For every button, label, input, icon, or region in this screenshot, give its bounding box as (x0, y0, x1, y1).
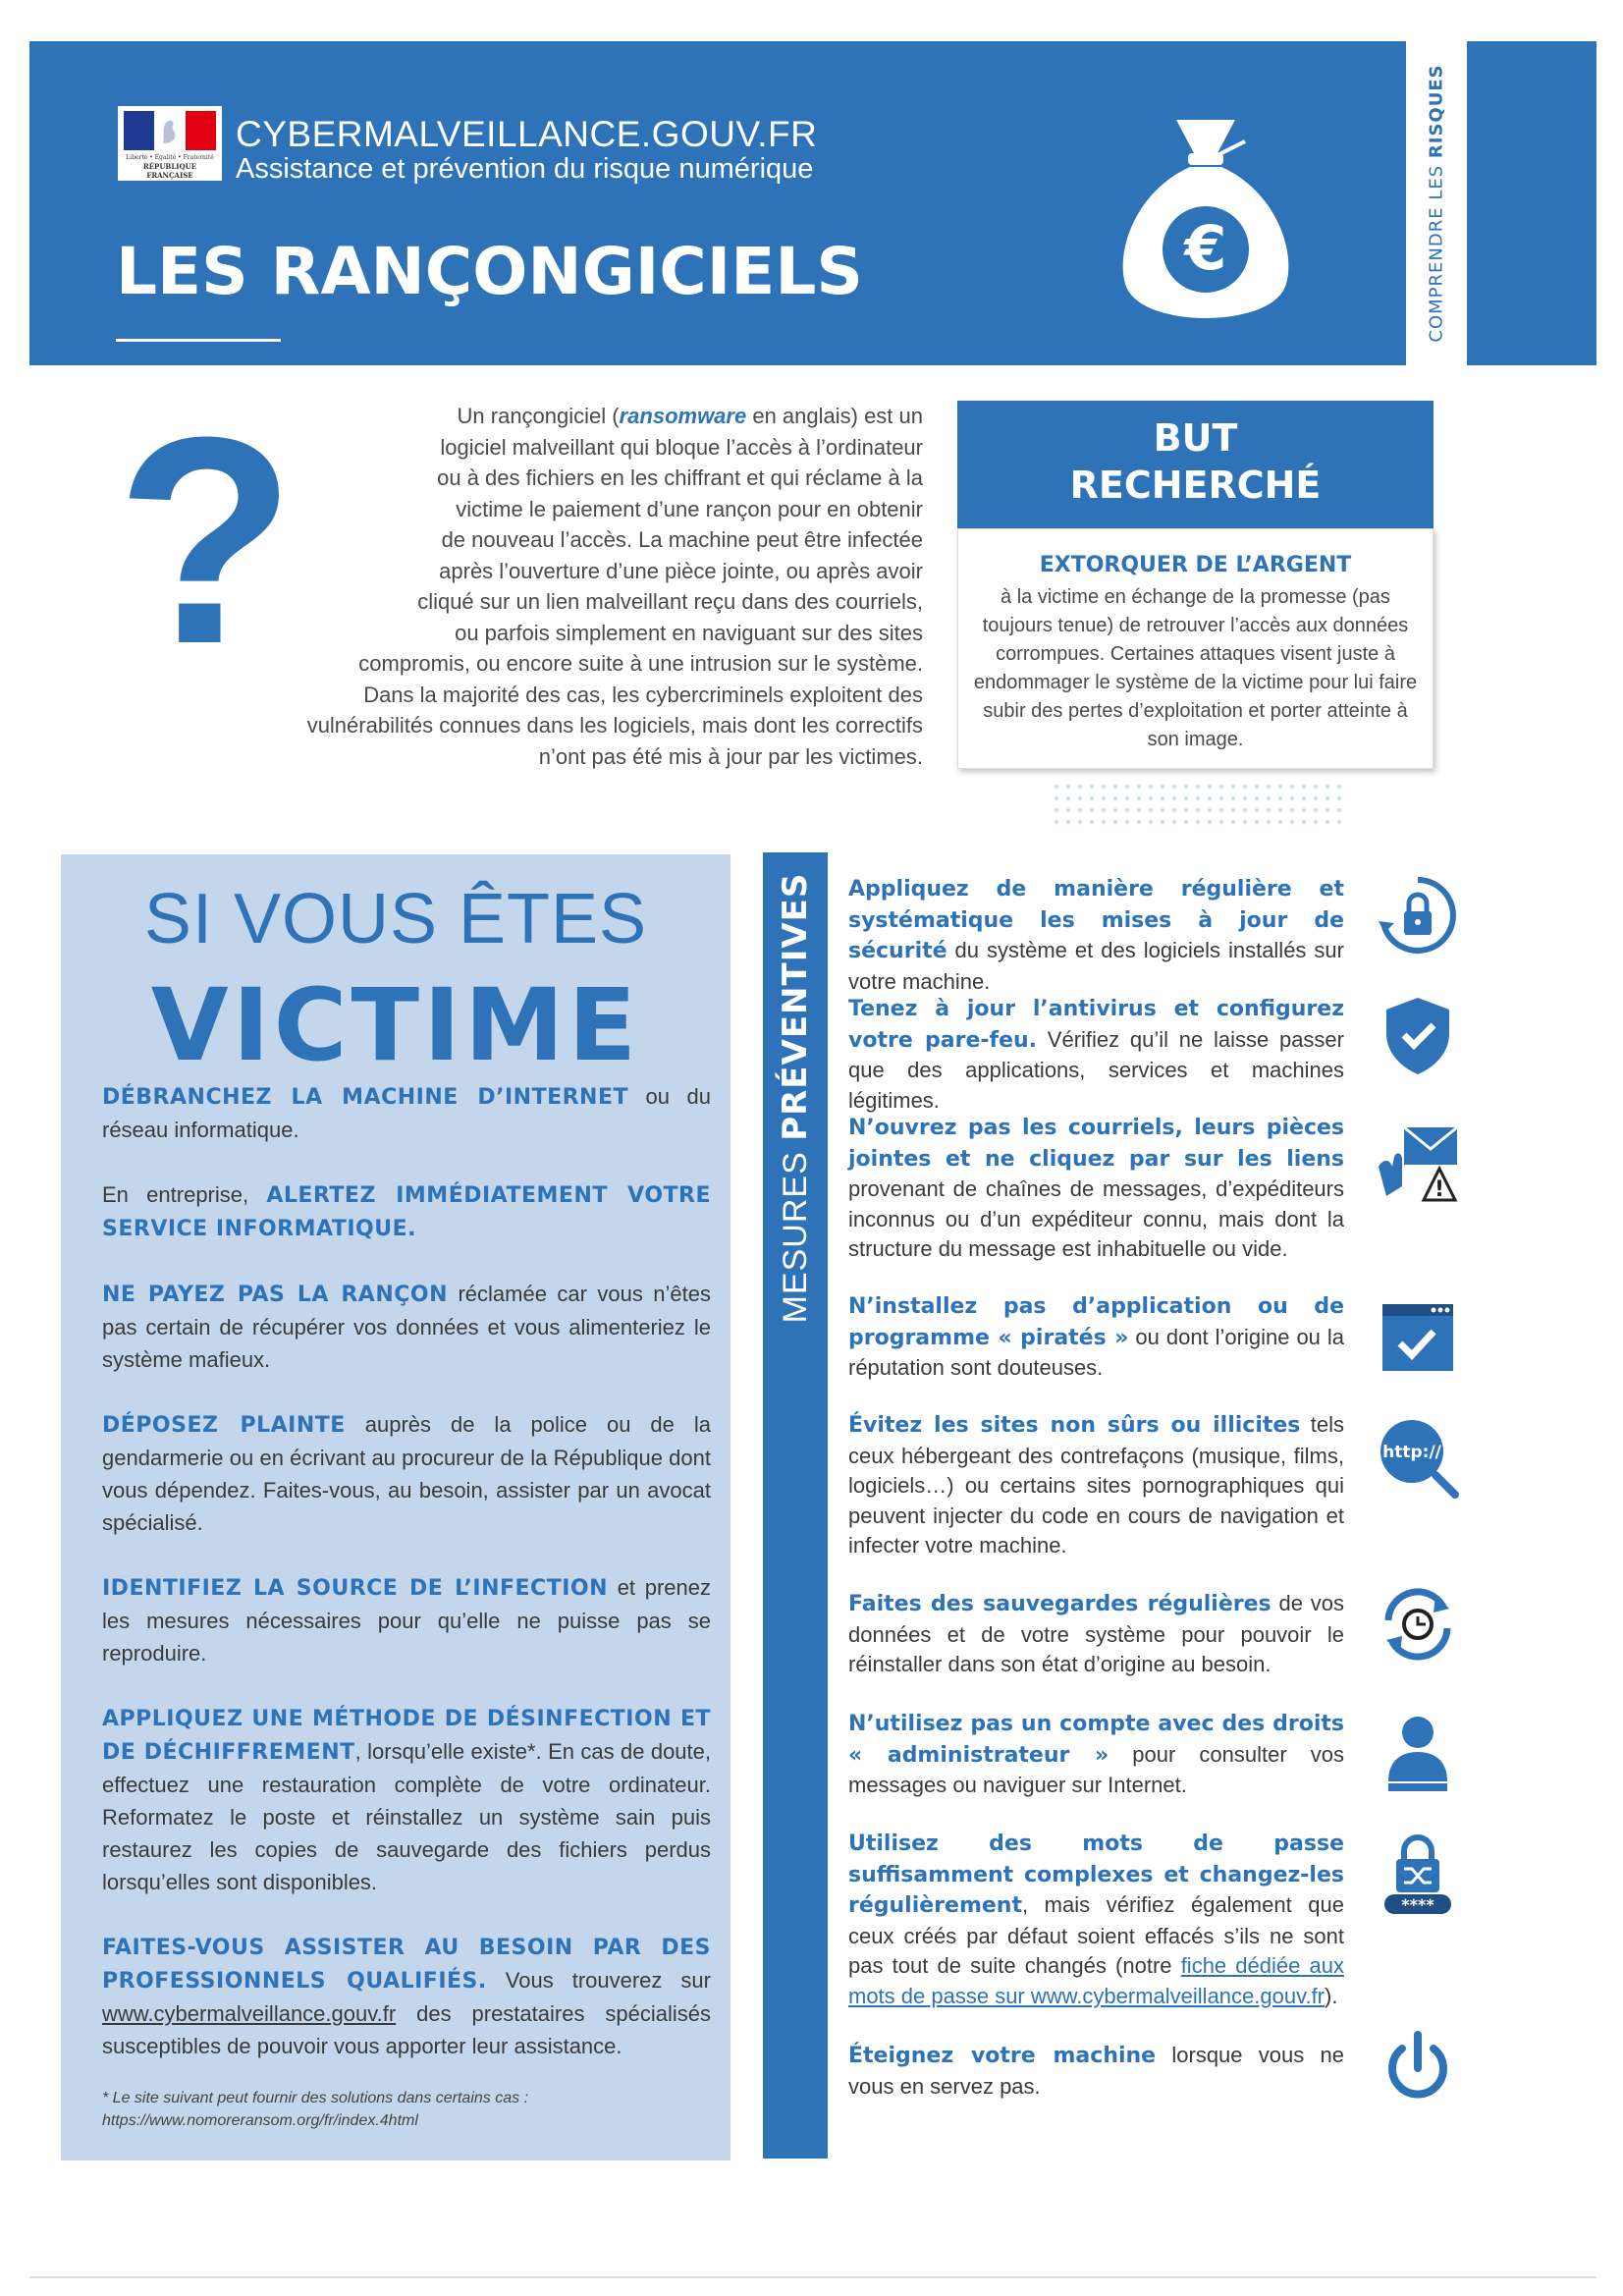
lock-refresh-icon (1375, 872, 1461, 958)
page-bottom-rule (29, 2276, 1596, 2278)
logo-motto: Liberté • Égalité • Fraternité RÉPUBLIQUE FRANÇAISE (126, 154, 214, 180)
victim-heading-small: SI VOUS ÊTES (143, 880, 648, 958)
measure-emphasis: Éteignez votre machine (848, 2044, 1157, 2068)
intro-line: logiciel malveillant qui bloque l’accès à l’ordinateur (440, 434, 923, 460)
victim-item: IDENTIFIEZ LA SOURCE DE L’INFECTION et prenez les mesures nécessaires pour qu’elle ne puisse pas se reproduire. (102, 1575, 711, 1666)
svg-text:****: **** (1401, 1895, 1434, 1914)
goal-subtitle: EXTORQUER DE L’ARGENT (1039, 553, 1352, 577)
victim-item: APPLIQUEZ UNE MÉTHODE DE DÉSINFECTION ET DE DÉCHIFFREMENT, lorsqu’elle existe*. En cas de doute, effectuez une restauration complète de votre ordinateur. Reformatez le poste et réinstallez un système sain puis restaurez les copies de sauvegarde des fichiers perdus lorsqu’elles sont disponibles. (102, 1707, 711, 1894)
victim-item-emphasis: DÉBRANCHEZ LA MACHINE D’INTERNET (102, 1085, 628, 1110)
svg-text:!: ! (1434, 1177, 1445, 1202)
victim-item: En entreprise, ALERTEZ IMMÉDIATEMENT VOTRE SERVICE INFORMATIQUE. (102, 1182, 711, 1241)
victim-item-emphasis: IDENTIFIEZ LA SOURCE DE L’INFECTION (102, 1576, 608, 1601)
measure-emphasis: Faites des sauvegardes régulières (848, 1592, 1271, 1616)
footnote: * Le site suivant peut fournir des solutions dans certains cas : https://www.nomoreransom.org/fr/index.4html (102, 2090, 529, 2129)
measure-item: Tenez à jour l’antivirus et configurez votre pare-feu. Vérifiez qu’il ne laisse passer que des applications, services et machines légitimes. (848, 997, 1344, 1113)
goal-text: à la victime en échange de la promesse (pas toujours tenue) de retrouver l’accès aux données corrompues. Certaines attaques visent juste à endommager le système de la victime pour lui faire subir des pertes d’exploitation et porter atteinte à son image. (973, 586, 1418, 750)
measure-emphasis: Utilisez des mots de passe suffisamment complexes et changez-les régulièrement (848, 1831, 1344, 1918)
victim-item: FAITES-VOUS ASSISTER AU BESOIN PAR DES PROFESSIONNELS QUALIFIÉS. Vous trouverez sur www.cybermalveillance.gouv.fr des prestataires spécialisés susceptibles de pouvoir vous apporter leur assistance. (102, 1936, 711, 2058)
intro-line: de nouveau l’accès. La machine peut être infectée (441, 527, 923, 552)
victim-item-emphasis: FAITES-VOUS ASSISTER AU BESOIN PAR DES PROFESSIONNELS QUALIFIÉS. (102, 1936, 711, 1994)
victim-item-emphasis: ALERTEZ IMMÉDIATEMENT VOTRE SERVICE INFORMATIQUE. (102, 1183, 711, 1241)
password-lock-icon (1375, 1831, 1461, 1918)
intro-line: après l’ouverture d’une pièce jointe, ou après avoir (439, 558, 923, 583)
intro-line: Un rançongiciel (ransomware en anglais) est un (457, 404, 923, 428)
http-search-icon (1375, 1414, 1461, 1501)
measure-emphasis: N’ouvrez pas les courriels, leurs pièces jointes et ne cliquez par sur les liens (848, 1116, 1344, 1172)
goal-box-body (957, 528, 1434, 769)
measure-emphasis: Tenez à jour l’antivirus et configurez votre pare-feu. (848, 997, 1344, 1053)
intro-line: victime le paiement d’une rançon pour en obtenir (456, 496, 923, 521)
page-title: LES RANÇONGICIELS (116, 234, 863, 309)
site-title: CYBERMALVEILLANCE.GOUV.FR (236, 114, 818, 154)
victim-item: DÉBRANCHEZ LA MACHINE D’INTERNET ou du réseau informatique. (102, 1084, 711, 1142)
question-mark-icon: ? (116, 375, 297, 705)
measure-item: N’installez pas d’application ou de programme « piratés » ou dont l’origine ou la réputation sont douteuses. (848, 1294, 1345, 1380)
header-banner (29, 41, 1596, 365)
cybermalveillance-link[interactable]: www.cybermalveillance.gouv.fr (102, 2001, 397, 2026)
intro-line: compromis, ou encore suite à une intrusion sur le système. (358, 651, 923, 676)
republique-francaise-logo (118, 106, 222, 181)
measure-item: N’ouvrez pas les courriels, leurs pièces jointes et ne cliquez par sur les liens provenant de chaînes de messages, d’expéditeurs inconnus ou d’un expéditeur connu, mais dont la structure du message est inhabituelle ou vide. (848, 1116, 1344, 1261)
window-check-icon (1375, 1294, 1461, 1381)
victim-item: DÉPOSEZ PLAINTE auprès de la police ou de la gendarmerie ou en écrivant au procureur de la République dont vous dépendez. Faites-vous, au besoin, assister par un avocat spécialisé. (102, 1412, 711, 1535)
intro-paragraph (177, 401, 923, 772)
side-tab-label: COMPRENDRE LES RISQUES (1426, 64, 1447, 343)
intro-line: Dans la majorité des cas, les cybercriminels exploitent des (363, 682, 923, 707)
victim-item-emphasis: NE PAYEZ PAS LA RANÇON (102, 1283, 448, 1307)
svg-text:http://: http:// (1382, 1443, 1441, 1462)
measure-emphasis: N’utilisez pas un compte avec des droits « administrateur » (848, 1712, 1344, 1768)
intro-line: ou à des fichiers en les chiffrant et qui réclame à la (437, 465, 923, 490)
victim-item-emphasis: DÉPOSEZ PLAINTE (102, 1413, 346, 1438)
intro-line: n’ont pas été mis à jour par les victimes. (538, 743, 923, 769)
goal-box-header (957, 401, 1434, 528)
measure-item: Évitez les sites non sûrs ou illicites tels ceux hébergeant des contrefaçons (musique, films, logiciels…) ou certains sites pornographiques qui peuvent injecter du code en cours de navigation et infecter votre machine. (848, 1412, 1344, 1558)
svg-text:€: € (1184, 212, 1227, 284)
victim-list (102, 1080, 711, 2095)
measure-item: Éteignez votre machine lorsque vous ne vous en servez pas. (848, 2043, 1344, 2099)
measure-item: Utilisez des mots de passe suffisamment complexes et changez-les régulièrement, mais vérifiez également que ceux créés par défaut soient effacés s’ils ne sont pas tout de suite changés (notre fiche dédiée aux mots de passe sur www.cybermalveillance.gouv.fr). (848, 1831, 1344, 2008)
measure-item: Appliquez de manière régulière et systématique les mises à jour de sécurité du système et des logiciels installés sur votre machine. (848, 877, 1344, 994)
backup-clock-icon (1375, 1581, 1461, 1667)
intro-line: ou parfois simplement en naviguant sur des sites (455, 620, 923, 645)
flag-icon (124, 111, 216, 150)
measure-emphasis: Évitez les sites non sûrs ou illicites (848, 1413, 1301, 1438)
shield-check-icon (1375, 992, 1461, 1078)
goal-title-line2: RECHERCHÉ (1069, 464, 1322, 507)
measure-emphasis: Appliquez de manière régulière et systématique les mises à jour de sécurité (848, 877, 1344, 963)
site-subtitle: Assistance et prévention du risque numérique (236, 153, 814, 185)
user-admin-icon (1375, 1709, 1461, 1795)
decorative-dots (1051, 781, 1345, 830)
power-icon (1375, 2023, 1461, 2109)
victim-item: NE PAYEZ PAS LA RANÇON réclamée car vous n’êtes pas certain de récupérer vos données et vous alimenteriez le système mafieux. (102, 1282, 711, 1372)
intro-line: cliqué sur un lien malveillant reçu dans des courriels, (417, 589, 923, 614)
password-sheet-link[interactable]: fiche dédiée aux mots de passe sur www.cybermalveillance.gouv.fr (848, 1953, 1344, 2008)
victim-item-emphasis: APPLIQUEZ UNE MÉTHODE DE DÉSINFECTION ET DE DÉCHIFFREMENT (102, 1707, 711, 1765)
measure-emphasis: N’installez pas d’application ou de programme « piratés » (848, 1294, 1344, 1350)
goal-title-line1: BUT (1153, 416, 1238, 460)
title-divider (116, 339, 281, 342)
money-bag-euro-icon (1108, 102, 1304, 323)
measure-item: Faites des sauvegardes régulières de vos données et de votre système pour pouvoir le réinstaller dans son état d’origine au besoin. (848, 1591, 1344, 1676)
mail-warning-icon (1375, 1118, 1461, 1204)
intro-line: vulnérabilités connues dans les logiciels, mais dont les correctifs (306, 713, 923, 738)
measure-item: N’utilisez pas un compte avec des droits « administrateur » pour consulter vos messages ou naviguer sur Internet. (848, 1712, 1345, 1797)
intro-emphasis: ransomware (619, 404, 747, 428)
victim-heading-big: VICTIME (150, 967, 641, 1084)
measures-strip: MESURES PRÉVENTIVES (763, 852, 828, 2159)
